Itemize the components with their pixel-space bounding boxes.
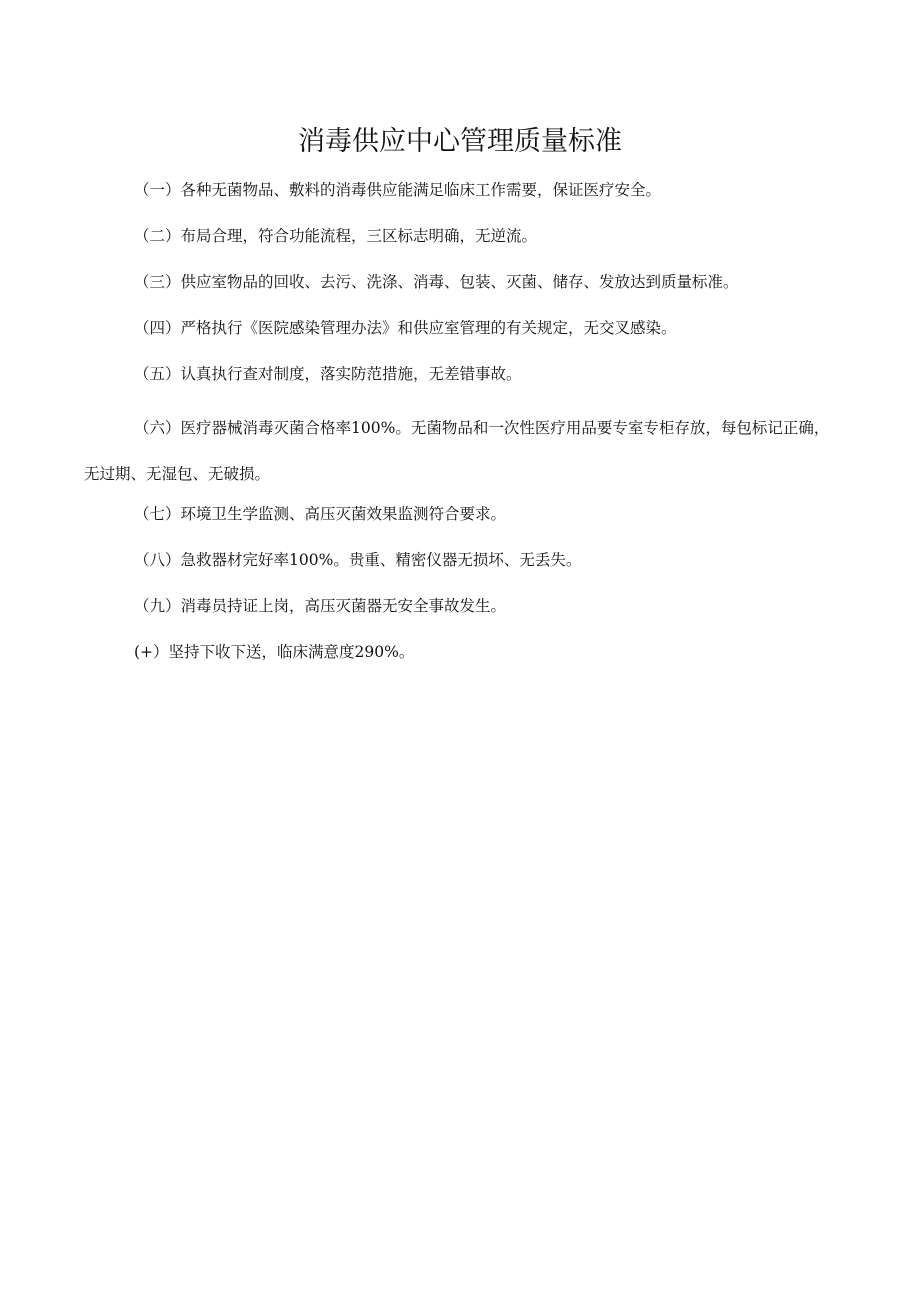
standard-item-4: （四）严格执行《医院感染管理办法》和供应室管理的有关规定，无交叉感染。 — [134, 319, 677, 337]
standard-item-10: (+）坚持下收下送，临床满意度290%。 — [134, 643, 415, 661]
standard-item-1: （一）各种无菌物品、敷料的消毒供应能满足临床工作需要，保证医疗安全。 — [134, 181, 662, 199]
standard-item-9: （九）消毒员持证上岗，高压灭菌器无安全事故发生。 — [134, 597, 507, 615]
standard-item-5: （五）认真执行查对制度，落实防范措施，无差错事故。 — [134, 365, 522, 383]
standard-item-8: （八）急救器材完好率100%。贵重、精密仪器无损坏、无丢失。 — [134, 551, 582, 569]
standard-item-7: （七）环境卫生学监测、高压灭菌效果监测符合要求。 — [134, 505, 507, 523]
document-title: 消毒供应中心管理质量标准 — [298, 126, 622, 157]
standard-item-3: （三）供应室物品的回收、去污、洗涤、消毒、包装、灭菌、储存、发放达到质量标准。 — [134, 273, 739, 291]
standard-item-6: （六）医疗器械消毒灭菌合格率100%。无菌物品和一次性医疗用品要专室专柜存放，每包标记正确，无过期、无湿包、无破损。 — [84, 419, 830, 483]
standard-item-2: （二）布局合理，符合功能流程，三区标志明确，无逆流。 — [134, 227, 538, 245]
standards-list — [84, 175, 840, 683]
